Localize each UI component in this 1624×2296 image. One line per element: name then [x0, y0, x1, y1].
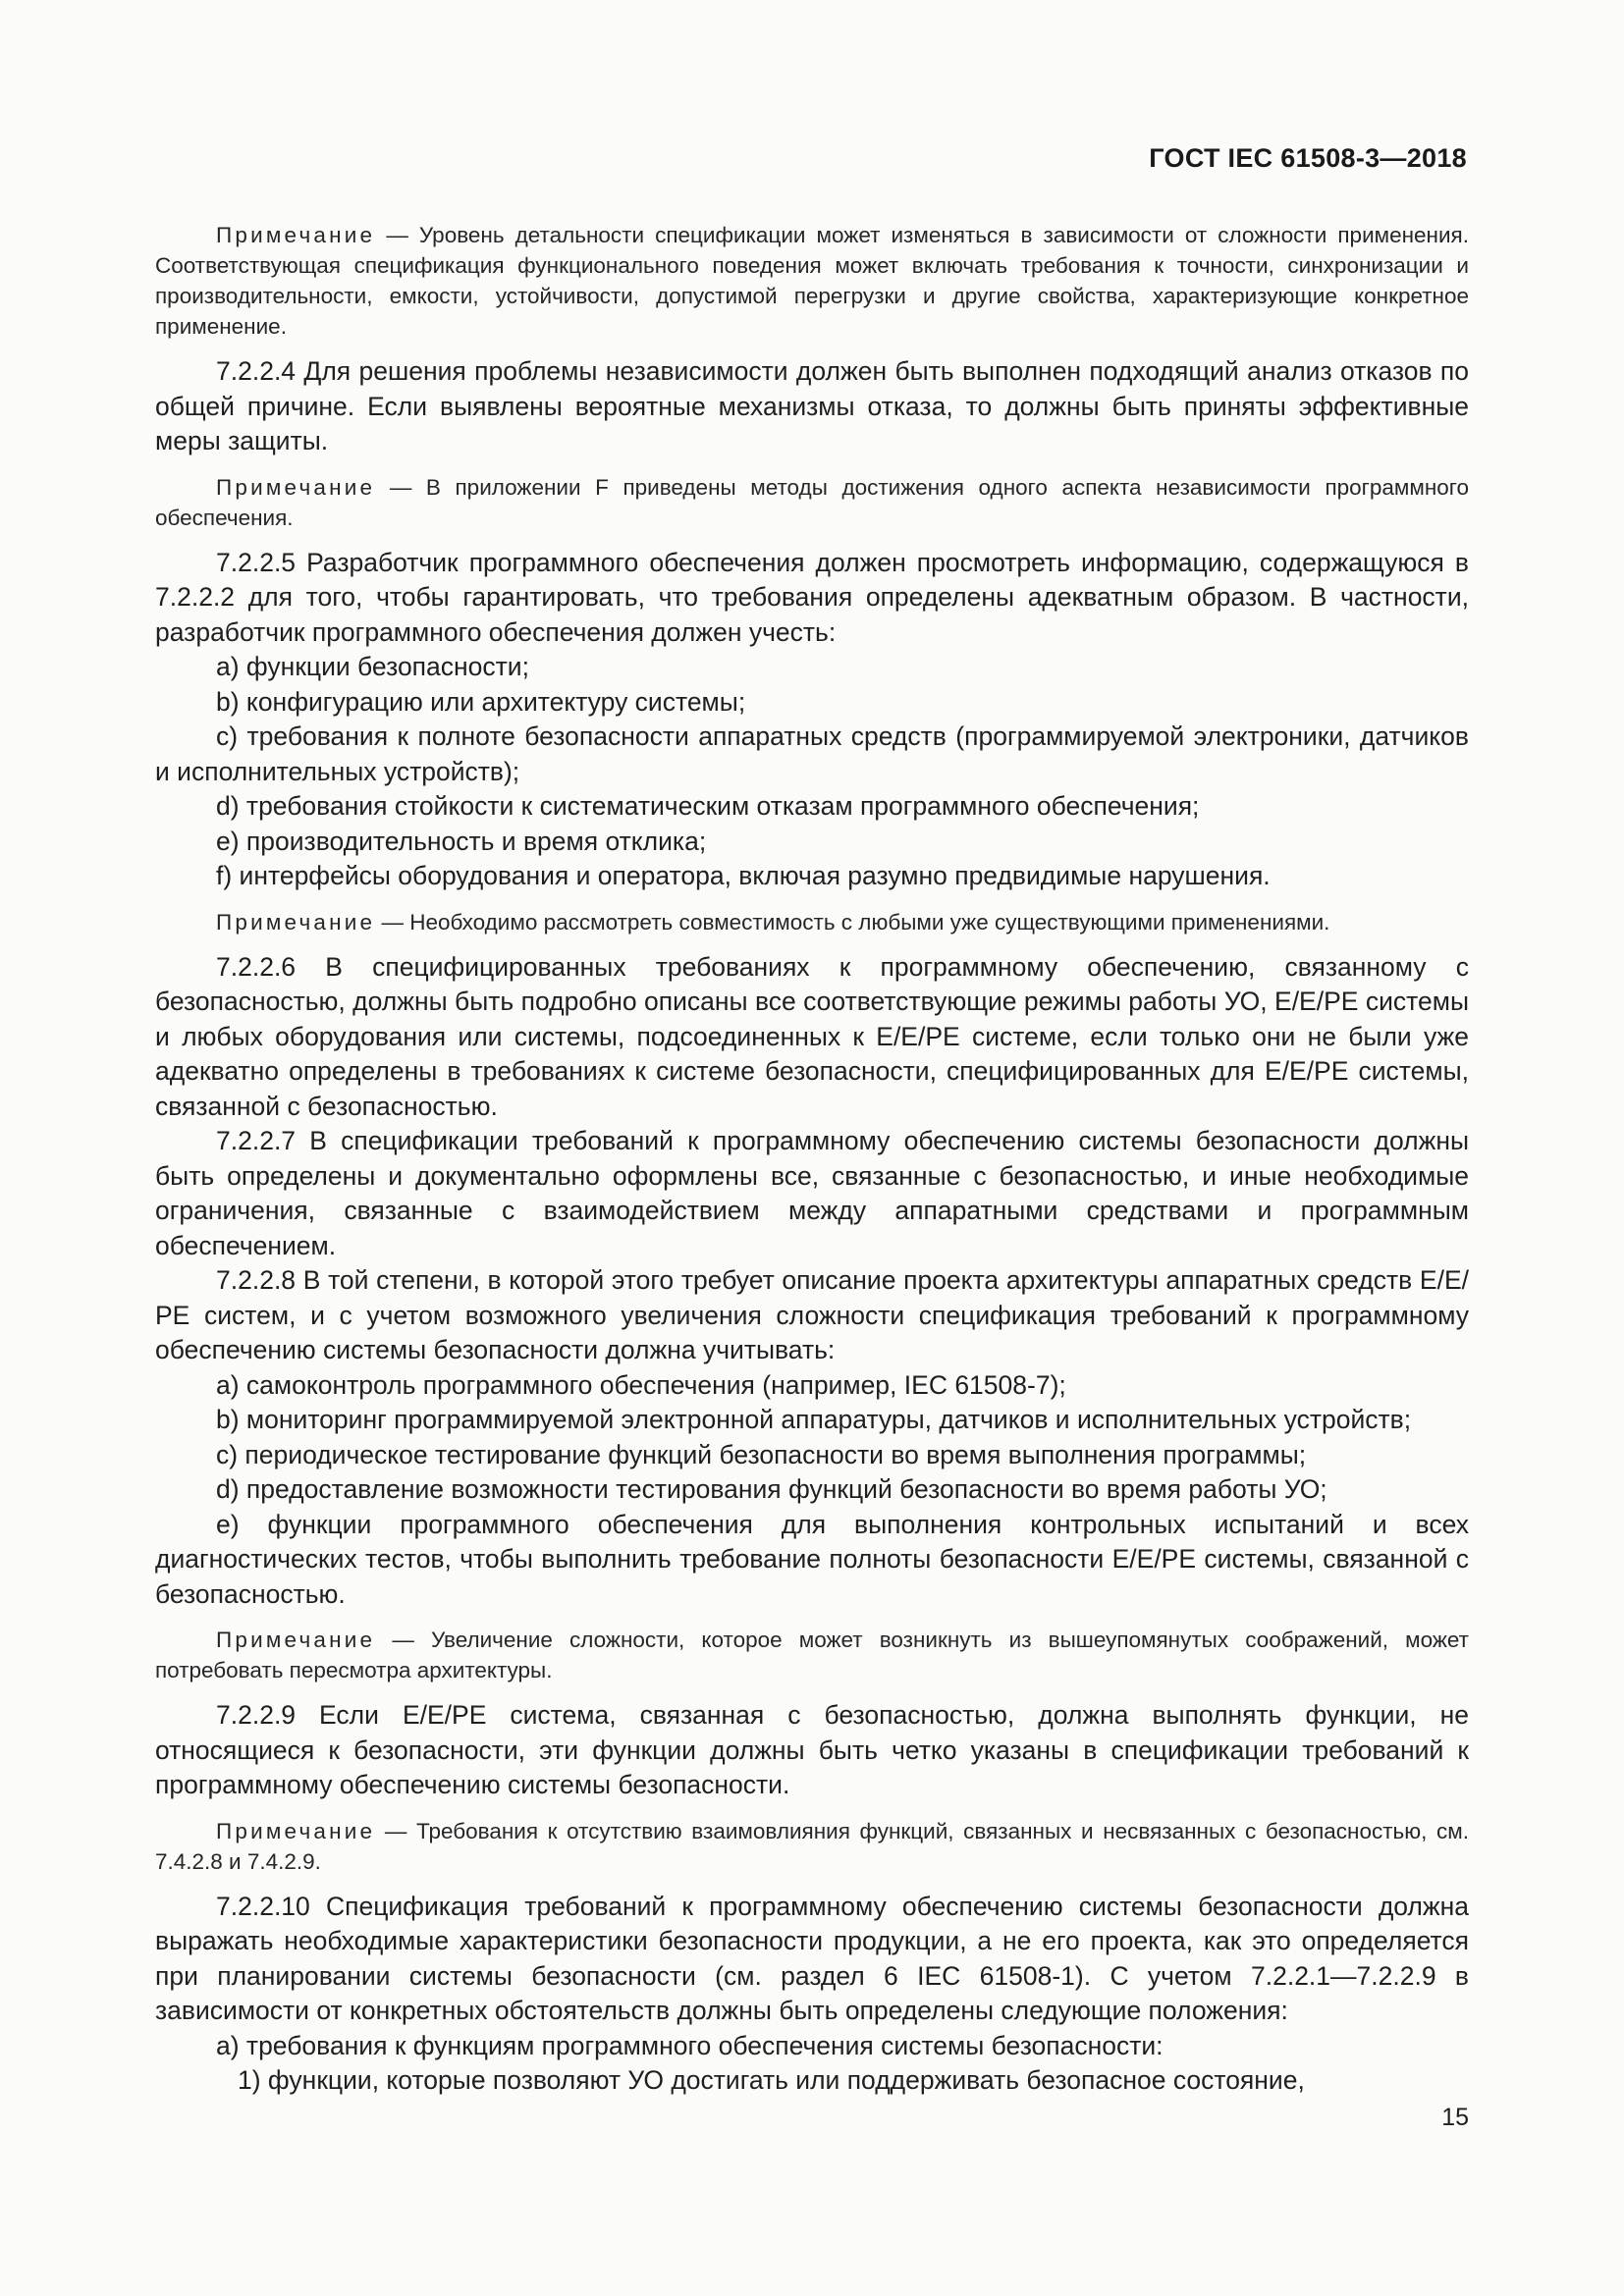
paragraph-72210: 7.2.2.10 Спецификация требований к программному обеспечению системы безопасности должна выражать необходимые характеристики безопасности продукции, а не его проекта, как это определяется при планировании системы безопасности (см. раздел 6 IEC 61508-1). С учетом 7.2.2.1—7.2.2.9 в зависимости от конкретных обстоятельств должны быть определены следующие положения:	[155, 1891, 1469, 2025]
list-item-7225-a: a) функции безопасности;	[216, 652, 529, 681]
note-7224	[155, 472, 1469, 533]
list-item-7225-b: b) конфигурацию или архитектуру системы;	[216, 686, 746, 717]
list-item-7228-e: e) функции программного обеспечения для выполнения контрольных испытаний и всех диагностических тестов, чтобы выполнить требование полноты безопасности Е/Е/РЕ системы, связанной с безопасностью.	[155, 1509, 1469, 1609]
note-label: Примечание	[216, 1628, 376, 1652]
list-item-7228-a: a) самоконтроль программного обеспечения (например, IEC 61508-7);	[216, 1369, 1066, 1400]
note-7223	[155, 220, 1469, 342]
paragraph-7226: 7.2.2.6 В специфицированных требованиях к программному обеспечению, связанному с безопасностью, должны быть подробно описаны все соответствующие режимы работы УО, Е/Е/РЕ системы и любых оборудования или системы, подсоединенных к Е/Е/РЕ системе, если только они не были уже адекватно определены в требованиях к системе безопасности, специфицированных для Е/Е/РЕ системы, связанной с безопасностью.	[155, 951, 1469, 1121]
paragraph-7227: 7.2.2.7 В спецификации требований к программному обеспечению системы безопасности должны быть определены и документально оформлены все, связанные с безопасностью, и иные необходимые ограничения, связанные с взаимодействием между аппаратными средствами и программным обеспечением.	[155, 1126, 1469, 1260]
paragraph-7225: 7.2.2.5 Разработчик программного обеспечения должен просмотреть информацию, содержащуюся в 7.2.2.2 для того, чтобы гарантировать, что требования определены адекватным образом. В частности, разработчик программного обеспечения должен учесть:	[155, 547, 1469, 647]
list-item-72210-a1: 1) функции, которые позволяют УО достигать или поддерживать безопасное состояние,	[238, 2065, 1305, 2095]
list-item-7228-b: b) мониторинг программируемой электронной аппаратуры, датчиков и исполнительных устройств;	[216, 1405, 1412, 1434]
paragraph-7228: 7.2.2.8 В той степени, в которой этого требует описание проекта архитектуры аппаратных средств Е/Е/РЕ систем, и с учетом возможного увеличения сложности спецификация требований к программному обеспечению системы безопасности должна учитывать:	[155, 1265, 1469, 1364]
note-label: Примечание	[216, 1818, 376, 1843]
document-body	[155, 220, 1469, 2099]
note-label: Примечание	[216, 909, 376, 934]
list-item-7228-c: c) периодическое тестирование функций безопасности во время выполнения программы;	[216, 1439, 1307, 1469]
note-text: — Увеличение сложности, которое может возникнуть из вышеупомянутых соображений, может потребовать пересмотра архитектуры.	[155, 1628, 1469, 1682]
note-label: Примечание	[216, 223, 376, 247]
note-7228	[155, 1625, 1469, 1685]
paragraph-7224: 7.2.2.4 Для решения проблемы независимости должен быть выполнен подходящий анализ отказов по общей причине. Если выявлены вероятные механизмы отказа, то должны быть приняты эффективные меры защиты.	[155, 356, 1469, 455]
note-text: — Требования к отсутствию взаимовлияния функций, связанных и несвязанных с безопасностью, см. 7.4.2.8 и 7.4.2.9.	[155, 1818, 1469, 1874]
note-text: — Уровень детальности спецификации может изменяться в зависимости от сложности применения. Соответствующая спецификация функционального поведения может включать требования к точности, синхронизации и производительности, емкости, устойчивости, допустимой перегрузки и другие свойства, характеризующие конкретное применение.	[155, 223, 1469, 339]
note-text: — Необходимо рассмотреть совместимость с любыми уже существующими применениями.	[375, 909, 1330, 934]
list-item-7225-c: c) требования к полноте безопасности аппаратных средств (программируемой электроники, датчиков и исполнительных устройств);	[155, 721, 1469, 786]
note-text: — В приложении F приведены методы достижения одного аспекта независимости программного обеспечения.	[155, 474, 1469, 530]
note-label: Примечание	[216, 474, 376, 500]
paragraph-7229: 7.2.2.9 Если Е/Е/РЕ система, связанная с безопасностью, должна выполнять функции, не относящиеся к безопасности, эти функции должны быть четко указаны в спецификации требований к программному обеспечению системы безопасности.	[155, 1700, 1469, 1799]
page-number: 15	[1441, 2104, 1469, 2131]
note-7225	[155, 907, 1469, 937]
list-item-7225-d: d) требования стойкости к систематическим отказам программного обеспечения;	[216, 791, 1200, 821]
list-item-7225-e: e) производительность и время отклика;	[216, 826, 707, 856]
document-header: ГОСТ IEC 61508-3—2018	[1149, 143, 1467, 173]
list-item-72210-a: a) требования к функциям программного обеспечения системы безопасности:	[216, 2030, 1164, 2060]
note-7229	[155, 1816, 1469, 1877]
list-item-7228-d: d) предоставление возможности тестирования функций безопасности во время работы УО;	[216, 1474, 1327, 1504]
list-item-7225-f: f) интерфейсы оборудования и оператора, включая разумно предвидимые нарушения.	[216, 861, 1271, 890]
